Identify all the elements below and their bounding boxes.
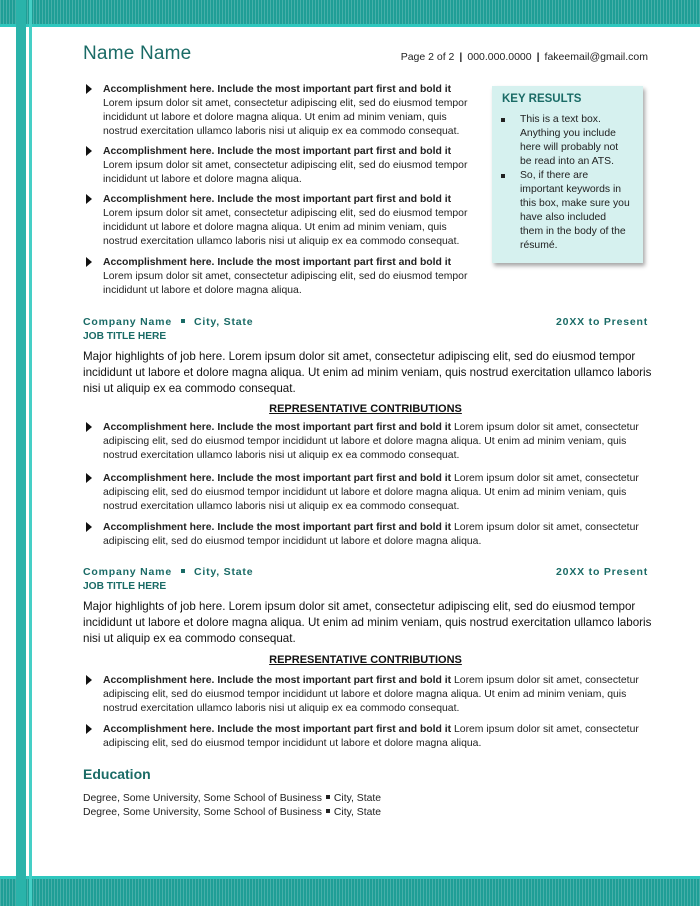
accomplishment-bullet bbox=[103, 145, 477, 187]
separator: | bbox=[536, 51, 540, 63]
left-vertical-line bbox=[29, 0, 32, 906]
job-title: JOB TITLE HERE bbox=[83, 331, 167, 342]
page-number: Page 2 of 2 bbox=[400, 51, 455, 63]
email-address: fakeemail@gmail.com bbox=[544, 51, 648, 63]
bullet-bold: Accomplishment here. Include the most important part first and bold it bbox=[103, 473, 452, 484]
accomplishment-bullet bbox=[103, 193, 477, 249]
bottom-band-line bbox=[0, 876, 700, 879]
bullet-arrow-icon bbox=[86, 257, 92, 267]
square-bullet-icon bbox=[326, 795, 330, 799]
bullet-arrow-icon bbox=[86, 473, 92, 483]
separator: | bbox=[459, 51, 463, 63]
key-results-title: KEY RESULTS bbox=[502, 93, 582, 105]
bullet-text: Lorem ipsum dolor sit amet, consectetur adipiscing elit, sed do eiusmod tempor incididunt ut labore et dolore magna aliqua. bbox=[103, 522, 639, 547]
bullet-arrow-icon bbox=[86, 522, 92, 532]
bullet-bold: Accomplishment here. Include the most important part first and bold it bbox=[103, 84, 452, 95]
contributions-heading: REPRESENTATIVE CONTRIBUTIONS bbox=[269, 654, 462, 666]
company-line bbox=[83, 316, 253, 328]
company-name: Company Name bbox=[83, 566, 172, 578]
bullet-bold: Accomplishment here. Include the most important part first and bold it bbox=[103, 675, 452, 686]
company-location: City, State bbox=[193, 566, 254, 578]
key-results-item: So, if there are important keywords in this box, make sure you have also included them in the body of the résumé. bbox=[520, 169, 630, 253]
company-name: Company Name bbox=[83, 316, 172, 328]
square-bullet-icon bbox=[181, 319, 185, 323]
contact-line bbox=[401, 51, 648, 63]
square-bullet-icon bbox=[501, 118, 505, 122]
square-bullet-icon bbox=[501, 174, 505, 178]
degree-location: City, State bbox=[333, 793, 382, 804]
accomplishment-bullet bbox=[103, 83, 477, 139]
bullet-text: Lorem ipsum dolor sit amet, consectetur adipiscing elit, sed do eiusmod tempor incididunt ut labore et dolore magna aliqua. Ut enim ad minim veniam, quis nostrud exercitation ullamco laboris nisi ut aliquip ex ea commodo consequat. bbox=[103, 208, 468, 247]
top-decorative-band bbox=[0, 0, 700, 24]
bullet-bold: Accomplishment here. Include the most important part first and bold it bbox=[103, 522, 452, 533]
degree-text: Degree, Some University, Some School of Business bbox=[83, 807, 322, 818]
bullet-arrow-icon bbox=[86, 422, 92, 432]
accomplishment-bullet bbox=[103, 521, 643, 549]
bottom-decorative-band bbox=[0, 879, 700, 906]
bullet-bold: Accomplishment here. Include the most important part first and bold it bbox=[103, 194, 452, 205]
education-entry bbox=[83, 807, 381, 818]
bullet-text: Lorem ipsum dolor sit amet, consectetur adipiscing elit, sed do eiusmod tempor incididunt ut labore et dolore magna aliqua. bbox=[103, 724, 639, 749]
accomplishment-bullet bbox=[103, 674, 643, 716]
bullet-arrow-icon bbox=[86, 146, 92, 156]
candidate-name: Name Name bbox=[83, 43, 192, 64]
degree-text: Degree, Some University, Some School of Business bbox=[83, 793, 322, 804]
accomplishment-bullet bbox=[103, 421, 643, 463]
bullet-text: Lorem ipsum dolor sit amet, consectetur adipiscing elit, sed do eiusmod tempor incididunt ut labore et dolore magna aliqua. Ut enim ad minim veniam, quis nostrud exercitation ullamco laboris nisi ut aliquip ex ea commodo consequat. bbox=[103, 675, 639, 714]
education-heading: Education bbox=[83, 766, 151, 782]
education-entry bbox=[83, 793, 381, 804]
key-results-box bbox=[492, 86, 643, 263]
bullet-arrow-icon bbox=[86, 724, 92, 734]
degree-location: City, State bbox=[333, 807, 382, 818]
job-dates: 20XX to Present bbox=[556, 316, 648, 328]
phone-number: 000.000.0000 bbox=[467, 51, 532, 63]
bullet-arrow-icon bbox=[86, 194, 92, 204]
job-title: JOB TITLE HERE bbox=[83, 581, 167, 592]
bullet-bold: Accomplishment here. Include the most important part first and bold it bbox=[103, 146, 452, 157]
company-location: City, State bbox=[193, 316, 254, 328]
bullet-text: Lorem ipsum dolor sit amet, consectetur adipiscing elit, sed do eiusmod tempor incididunt ut labore et dolore magna aliqua. Ut enim ad minim veniam, quis nostrud exercitation ullamco laboris nisi ut aliquip ex ea commodo consequat. bbox=[103, 473, 639, 512]
contributions-heading: REPRESENTATIVE CONTRIBUTIONS bbox=[269, 403, 462, 415]
bullet-bold: Accomplishment here. Include the most important part first and bold it bbox=[103, 422, 452, 433]
job-highlights: Major highlights of job here. Lorem ipsum dolor sit amet, consectetur adipiscing elit, sed do eiusmod tempor incididunt ut labore et dolore magna aliqua. Ut enim ad minim veniam, quis nostrud exercitation ullamco laboris nisi ut aliquip ex ea commodo consequat. bbox=[83, 600, 652, 645]
bullet-text: Lorem ipsum dolor sit amet, consectetur adipiscing elit, sed do eiusmod tempor incididunt ut labore et dolore magna aliqua. Ut enim ad minim veniam, quis nostrud exercitation ullamco laboris nisi ut aliquip ex ea commodo consequat. bbox=[103, 422, 639, 461]
bullet-arrow-icon bbox=[86, 675, 92, 685]
top-band-line bbox=[0, 24, 700, 27]
bullet-text: Lorem ipsum dolor sit amet, consectetur adipiscing elit, sed do eiusmod tempor incididunt ut labore et dolore magna aliqua. bbox=[103, 160, 468, 185]
job-highlights: Major highlights of job here. Lorem ipsum dolor sit amet, consectetur adipiscing elit, sed do eiusmod tempor incididunt ut labore et dolore magna aliqua. Ut enim ad minim veniam, quis nostrud exercitation ullamco laboris nisi ut aliquip ex ea commodo consequat. bbox=[83, 350, 652, 395]
job-dates: 20XX to Present bbox=[556, 566, 648, 578]
bullet-bold: Accomplishment here. Include the most important part first and bold it bbox=[103, 257, 452, 268]
accomplishment-bullet bbox=[103, 256, 477, 298]
accomplishment-bullet bbox=[103, 472, 643, 514]
bullet-bold: Accomplishment here. Include the most important part first and bold it bbox=[103, 724, 452, 735]
bullet-arrow-icon bbox=[86, 84, 92, 94]
bullet-text: Lorem ipsum dolor sit amet, consectetur adipiscing elit, sed do eiusmod tempor incididunt ut labore et dolore magna aliqua. bbox=[103, 271, 468, 296]
key-results-item: This is a text box. Anything you include here will probably not be read into an ATS. bbox=[520, 113, 630, 169]
bullet-text: Lorem ipsum dolor sit amet, consectetur adipiscing elit, sed do eiusmod tempor incididunt ut labore et dolore magna aliqua. Ut enim ad minim veniam, quis nostrud exercitation ullamco laboris nisi ut aliquip ex ea commodo consequat. bbox=[103, 98, 468, 137]
square-bullet-icon bbox=[326, 809, 330, 813]
company-line bbox=[83, 566, 253, 578]
square-bullet-icon bbox=[181, 569, 185, 573]
left-vertical-bar bbox=[16, 0, 26, 906]
accomplishment-bullet bbox=[103, 723, 643, 751]
